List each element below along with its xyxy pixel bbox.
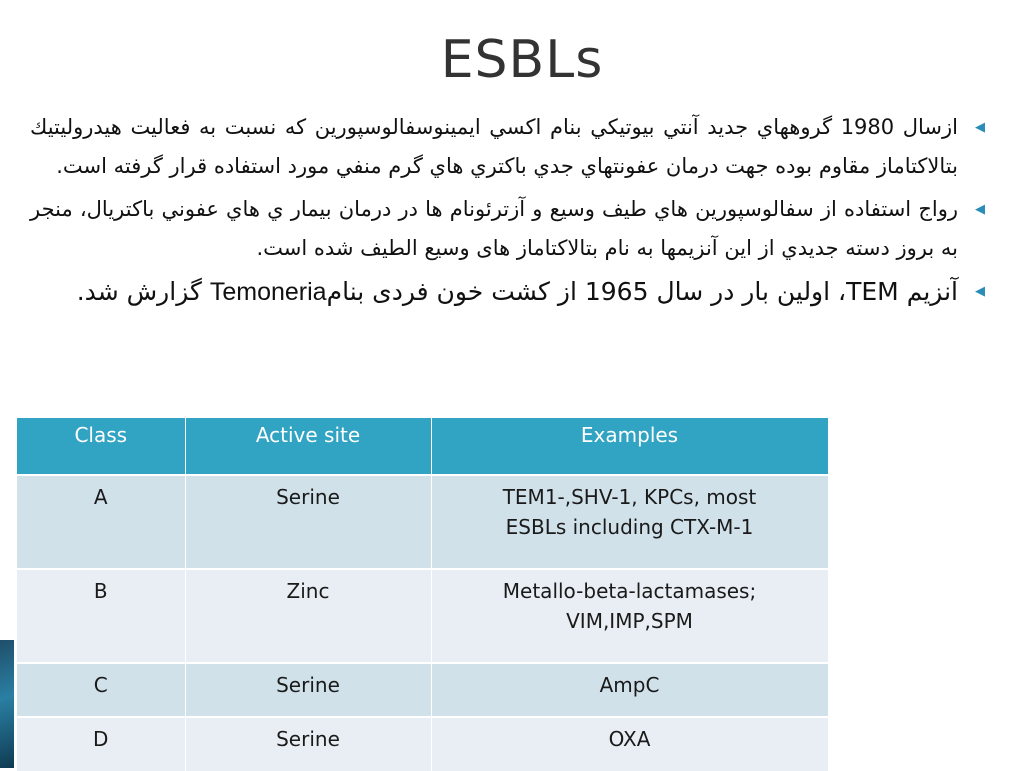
triangle-bullet-icon: ◀ (975, 202, 985, 217)
cell-class: C (17, 663, 185, 717)
bullet-text: رواج استفاده از سفالوسپورين هاي طيف وسيع و آزترئونام ها در درمان بيمار ي هاي عفوني باكتريال، منجر به بروز دسته جديدي از اين آنزيمها به نام بتالاكتاماز های وسيع الطيف شده است. (30, 197, 958, 260)
example-line: Metallo-beta-lactamases; (502, 579, 757, 603)
header-class: Class (17, 418, 185, 475)
cell-site: Zinc (185, 569, 431, 663)
slide-title: ESBLs (440, 30, 604, 90)
cell-examples: AmpC (431, 663, 828, 717)
esbl-class-table (17, 418, 829, 771)
bullet-item (30, 108, 985, 186)
bullet-list (30, 108, 985, 316)
cell-class: A (17, 475, 185, 569)
example-line: ESBLs including CTX-M-1 (505, 515, 754, 539)
bullet-item (30, 272, 985, 312)
table-row (17, 717, 828, 771)
cell-site: Serine (185, 475, 431, 569)
cell-examples (431, 475, 828, 569)
bullet-text: ازسال 1980 گروههاي جديد آنتي بيوتيكي بنام اكسي ايمينوسفالوسپورين كه نسبت به فعاليت هيدروليتيك بتالاكتاماز مقاوم بوده جهت درمان عفونتهاي جدي باكتري هاي گرم منفي مورد استفاده قرار گرفته است. (30, 115, 958, 178)
example-line: TEM1-,SHV-1, KPCs, most (502, 485, 757, 509)
table-header-row (17, 418, 828, 475)
header-active-site: Active site (185, 418, 431, 475)
example-line: VIM,IMP,SPM (566, 609, 693, 633)
triangle-bullet-icon: ◀ (975, 284, 985, 299)
header-examples: Examples (431, 418, 828, 475)
cell-examples (431, 569, 828, 663)
bullet-item (30, 190, 985, 268)
table-row (17, 663, 828, 717)
cell-site: Serine (185, 717, 431, 771)
bullet-text: گزارش شد. (76, 277, 202, 306)
cell-site: Serine (185, 663, 431, 717)
bullet-text-latin: Temoneria (209, 278, 327, 306)
bullet-text: آنزيم TEM، اولين بار در سال 1965 از کشت خون فردی بنام (326, 277, 958, 306)
triangle-bullet-icon: ◀ (975, 120, 985, 135)
cell-class: B (17, 569, 185, 663)
cell-class: D (17, 717, 185, 771)
table-row (17, 475, 828, 569)
table-row (17, 569, 828, 663)
decorative-corner-shape (0, 640, 14, 768)
cell-examples: OXA (431, 717, 828, 771)
